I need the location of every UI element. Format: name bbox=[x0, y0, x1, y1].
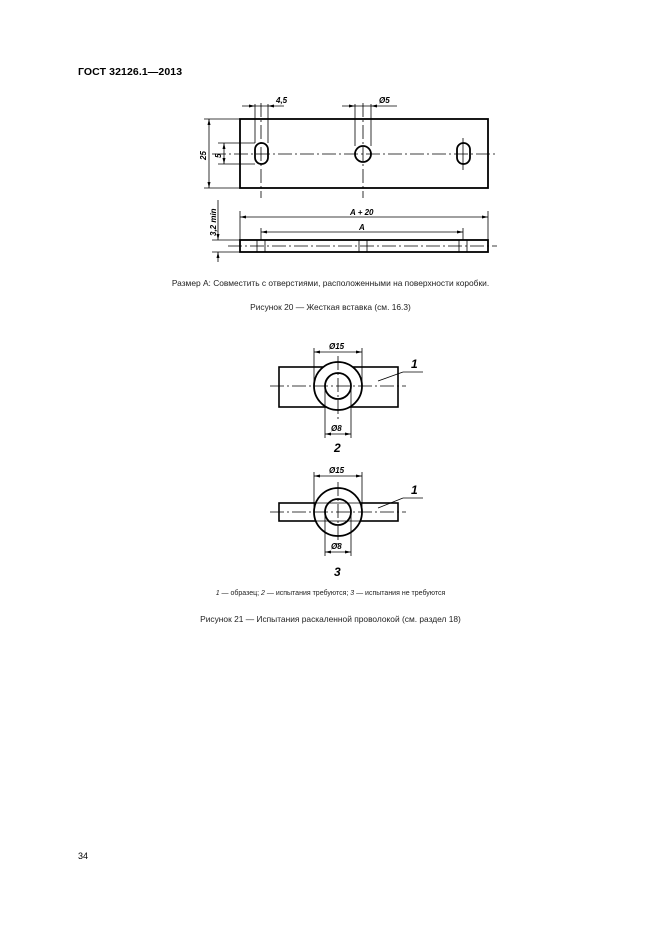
dim-min-thickness: 3,2 min bbox=[209, 208, 218, 236]
dim-height-5: 5 bbox=[214, 153, 223, 158]
figure-21-caption: Рисунок 21 — Испытания раскаленной проволокой (см. раздел 18) bbox=[200, 614, 461, 624]
figure-21-legend bbox=[0, 590, 661, 597]
figure-20-drawing bbox=[0, 90, 661, 265]
figure-21-drawing bbox=[0, 340, 661, 580]
dim-height-25: 25 bbox=[199, 151, 208, 160]
view-3-label: 3 bbox=[334, 565, 341, 579]
left-slot bbox=[255, 143, 268, 164]
legend-num-3: 3 bbox=[350, 590, 355, 597]
legend-text-3: — испытания не требуются bbox=[354, 590, 446, 597]
view-3-outer-dim: Ø15 bbox=[329, 466, 345, 475]
dim-slot-width: 4,5 bbox=[276, 96, 288, 105]
view-2-label: 2 bbox=[334, 441, 341, 455]
dim-hole-diameter: Ø5 bbox=[379, 96, 390, 105]
view-2-test-required bbox=[270, 348, 423, 438]
page-number: 34 bbox=[78, 851, 89, 861]
view-2-inner-dim: Ø8 bbox=[331, 424, 342, 433]
figure-20-note: Размер A: Совместить с отверстиями, расположенными на поверхности коробки. bbox=[171, 278, 490, 288]
view-2-callout: 1 bbox=[411, 357, 418, 371]
view-3-callout: 1 bbox=[411, 483, 418, 497]
view-2-outer-dim: Ø15 bbox=[329, 342, 345, 351]
legend-text-2: — испытания требуются; bbox=[264, 590, 351, 597]
legend-num-2: 2 bbox=[261, 590, 265, 597]
document-header: ГОСТ 32126.1—2013 bbox=[78, 66, 183, 78]
view-3-inner-dim: Ø8 bbox=[331, 542, 342, 551]
insert-plate-top-view bbox=[240, 119, 488, 188]
legend-num-1: 1 bbox=[215, 590, 220, 597]
dim-a-plus-20: A + 20 bbox=[350, 208, 374, 217]
figure-20-caption: Рисунок 20 — Жесткая вставка (см. 16.3) bbox=[250, 302, 411, 312]
dim-a: A bbox=[359, 223, 365, 232]
legend-text-1: — образец; bbox=[219, 590, 262, 597]
right-slot bbox=[457, 143, 470, 164]
view-3-test-not-required bbox=[270, 472, 423, 556]
